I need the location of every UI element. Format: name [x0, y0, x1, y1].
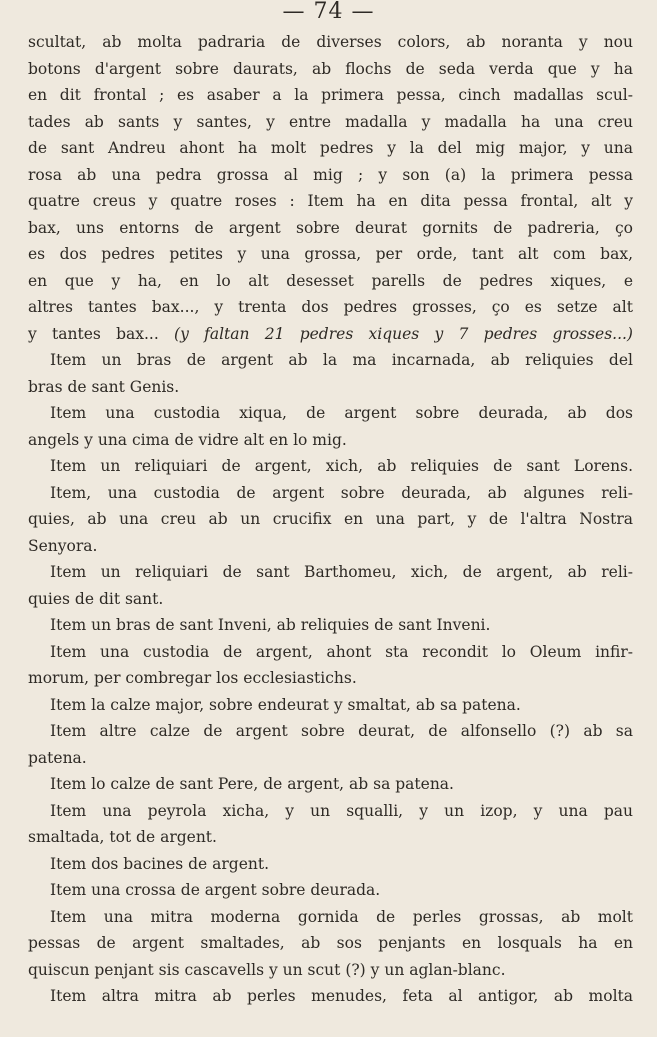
- text-line: [28, 506, 633, 533]
- text-line-content: y tantes bax...: [28, 324, 175, 343]
- text-line: [28, 453, 633, 480]
- text-line: [28, 480, 633, 507]
- text-line: [28, 162, 633, 189]
- text-line: [28, 374, 633, 401]
- text-line: [28, 321, 633, 348]
- text-line: [28, 745, 633, 772]
- text-line-content: Item una custodia de argent, ahont sta recondit lo Oleum infir-: [50, 642, 633, 661]
- text-line: [28, 930, 633, 957]
- text-line-content: scultat, ab molta padraria de diverses colors, ab noranta y nou: [28, 33, 633, 51]
- text-line: [28, 56, 633, 83]
- text-line: [28, 400, 633, 427]
- text-line-content: quiscun penjant sis cascavells y un scut (?) y un aglan-blanc.: [28, 960, 506, 979]
- text-line-content: Item un bras de sant Inveni, ab reliquies de sant Inveni.: [50, 616, 491, 634]
- text-line: [28, 29, 633, 56]
- text-line-content: es dos pedres petites y una grossa, per orde, tant alt com bax,: [28, 245, 633, 263]
- text-line: [28, 798, 633, 825]
- text-line: [28, 586, 633, 613]
- text-line: [28, 347, 633, 374]
- text-line-content: rosa ab una pedra grossa al mig ; y son (a) la primera pessa: [28, 165, 633, 184]
- text-line-content: Item un reliquiari de sant Barthomeu, xich, de argent, ab reli-: [50, 563, 633, 581]
- text-line: [28, 877, 633, 904]
- text-line-content: bax, uns entorns de argent sobre deurat gornits de padreria, ço: [28, 218, 633, 237]
- text-line-content: Item una crossa de argent sobre deurada.: [50, 881, 381, 899]
- text-line-content: Item, una custodia de argent sobre deurada, ab algunes reli-: [50, 483, 633, 502]
- text-line-content: quatre creus y quatre roses : Item ha en dita pessa frontal, alt y: [28, 192, 633, 210]
- text-line: [28, 957, 633, 984]
- text-line: [28, 665, 633, 692]
- text-line: [28, 983, 633, 1010]
- text-line: [28, 188, 633, 215]
- text-line-content: quies de dit sant.: [28, 589, 164, 608]
- text-line-content: Item un reliquiari de argent, xich, ab reliquies de sant Lorens.: [50, 457, 633, 475]
- text-line-content: Senyora.: [28, 536, 98, 555]
- text-line-content: angels y una cima de vidre alt en lo mig.: [28, 430, 347, 449]
- page-number-header: — 74 —: [282, 0, 375, 24]
- text-line: [28, 851, 633, 878]
- text-line: [28, 559, 633, 586]
- text-line-content: Item un bras de argent ab la ma incarnada, ab reliquies del: [50, 351, 633, 369]
- text-line-content: Item dos bacines de argent.: [50, 854, 270, 873]
- text-line: [28, 241, 633, 268]
- text-line-content: Item la calze major, sobre endeurat y smaltat, ab sa patena.: [50, 695, 521, 714]
- text-line: [28, 718, 633, 745]
- text-line-content: Item una mitra moderna gornida de perles grossas, ab molt: [50, 907, 633, 926]
- text-line-content: bras de sant Genis.: [28, 377, 180, 396]
- text-line: [28, 771, 633, 798]
- text-line-content: de sant Andreu ahont ha molt pedres y la del mig major, y una: [28, 139, 633, 157]
- text-line-content: botons d'argent sobre daurats, ab flochs de seda verda que y ha: [28, 59, 633, 78]
- text-line-content: Item lo calze de sant Pere, de argent, ab sa patena.: [50, 775, 454, 793]
- text-line: [28, 904, 633, 931]
- text-line: [28, 294, 633, 321]
- text-line: [28, 427, 633, 454]
- text-line: [28, 639, 633, 666]
- text-line: [28, 692, 633, 719]
- text-line-content: en dit frontal ; es asaber a la primera pessa, cinch madallas scul-: [28, 86, 633, 104]
- text-line: [28, 268, 633, 295]
- text-line-content: quies, ab una creu ab un crucifix en una part, y de l'altra Nostra: [28, 510, 633, 528]
- text-line-content: en que y ha, en lo alt desesset parells de pedres xiques, e: [28, 271, 633, 290]
- text-line-content: Item altre calze de argent sobre deurat, de alfonsello (?) ab sa: [50, 722, 633, 740]
- text-line-content: Item altra mitra ab perles menudes, feta al antigor, ab molta: [50, 987, 633, 1005]
- text-line-content: Item una custodia xiqua, de argent sobre deurada, ab dos: [50, 404, 633, 422]
- text-line: [28, 215, 633, 242]
- text-line: [28, 109, 633, 136]
- text-line-content: altres tantes bax..., y trenta dos pedres grosses, ço es setze alt: [28, 298, 633, 316]
- document-body: [28, 29, 633, 1010]
- text-line-content: morum, per combregar los ecclesiastichs.: [28, 669, 357, 687]
- text-line-content: tades ab sants y santes, y entre madalla y madalla ha una creu: [28, 112, 633, 131]
- text-line-content: Item una peyrola xicha, y un squalli, y un izop, y una pau: [50, 801, 633, 820]
- text-line: [28, 533, 633, 560]
- text-line: [28, 82, 633, 109]
- text-line: [28, 824, 633, 851]
- italic-note: (y faltan 21 pedres xiques y 7 pedres grosses...): [174, 324, 633, 343]
- text-line: [28, 135, 633, 162]
- text-line-content: pessas de argent smaltades, ab sos penjants en losquals ha en: [28, 934, 633, 952]
- text-line-content: smaltada, tot de argent.: [28, 828, 217, 846]
- text-line-content: patena.: [28, 748, 87, 767]
- text-line: [28, 612, 633, 639]
